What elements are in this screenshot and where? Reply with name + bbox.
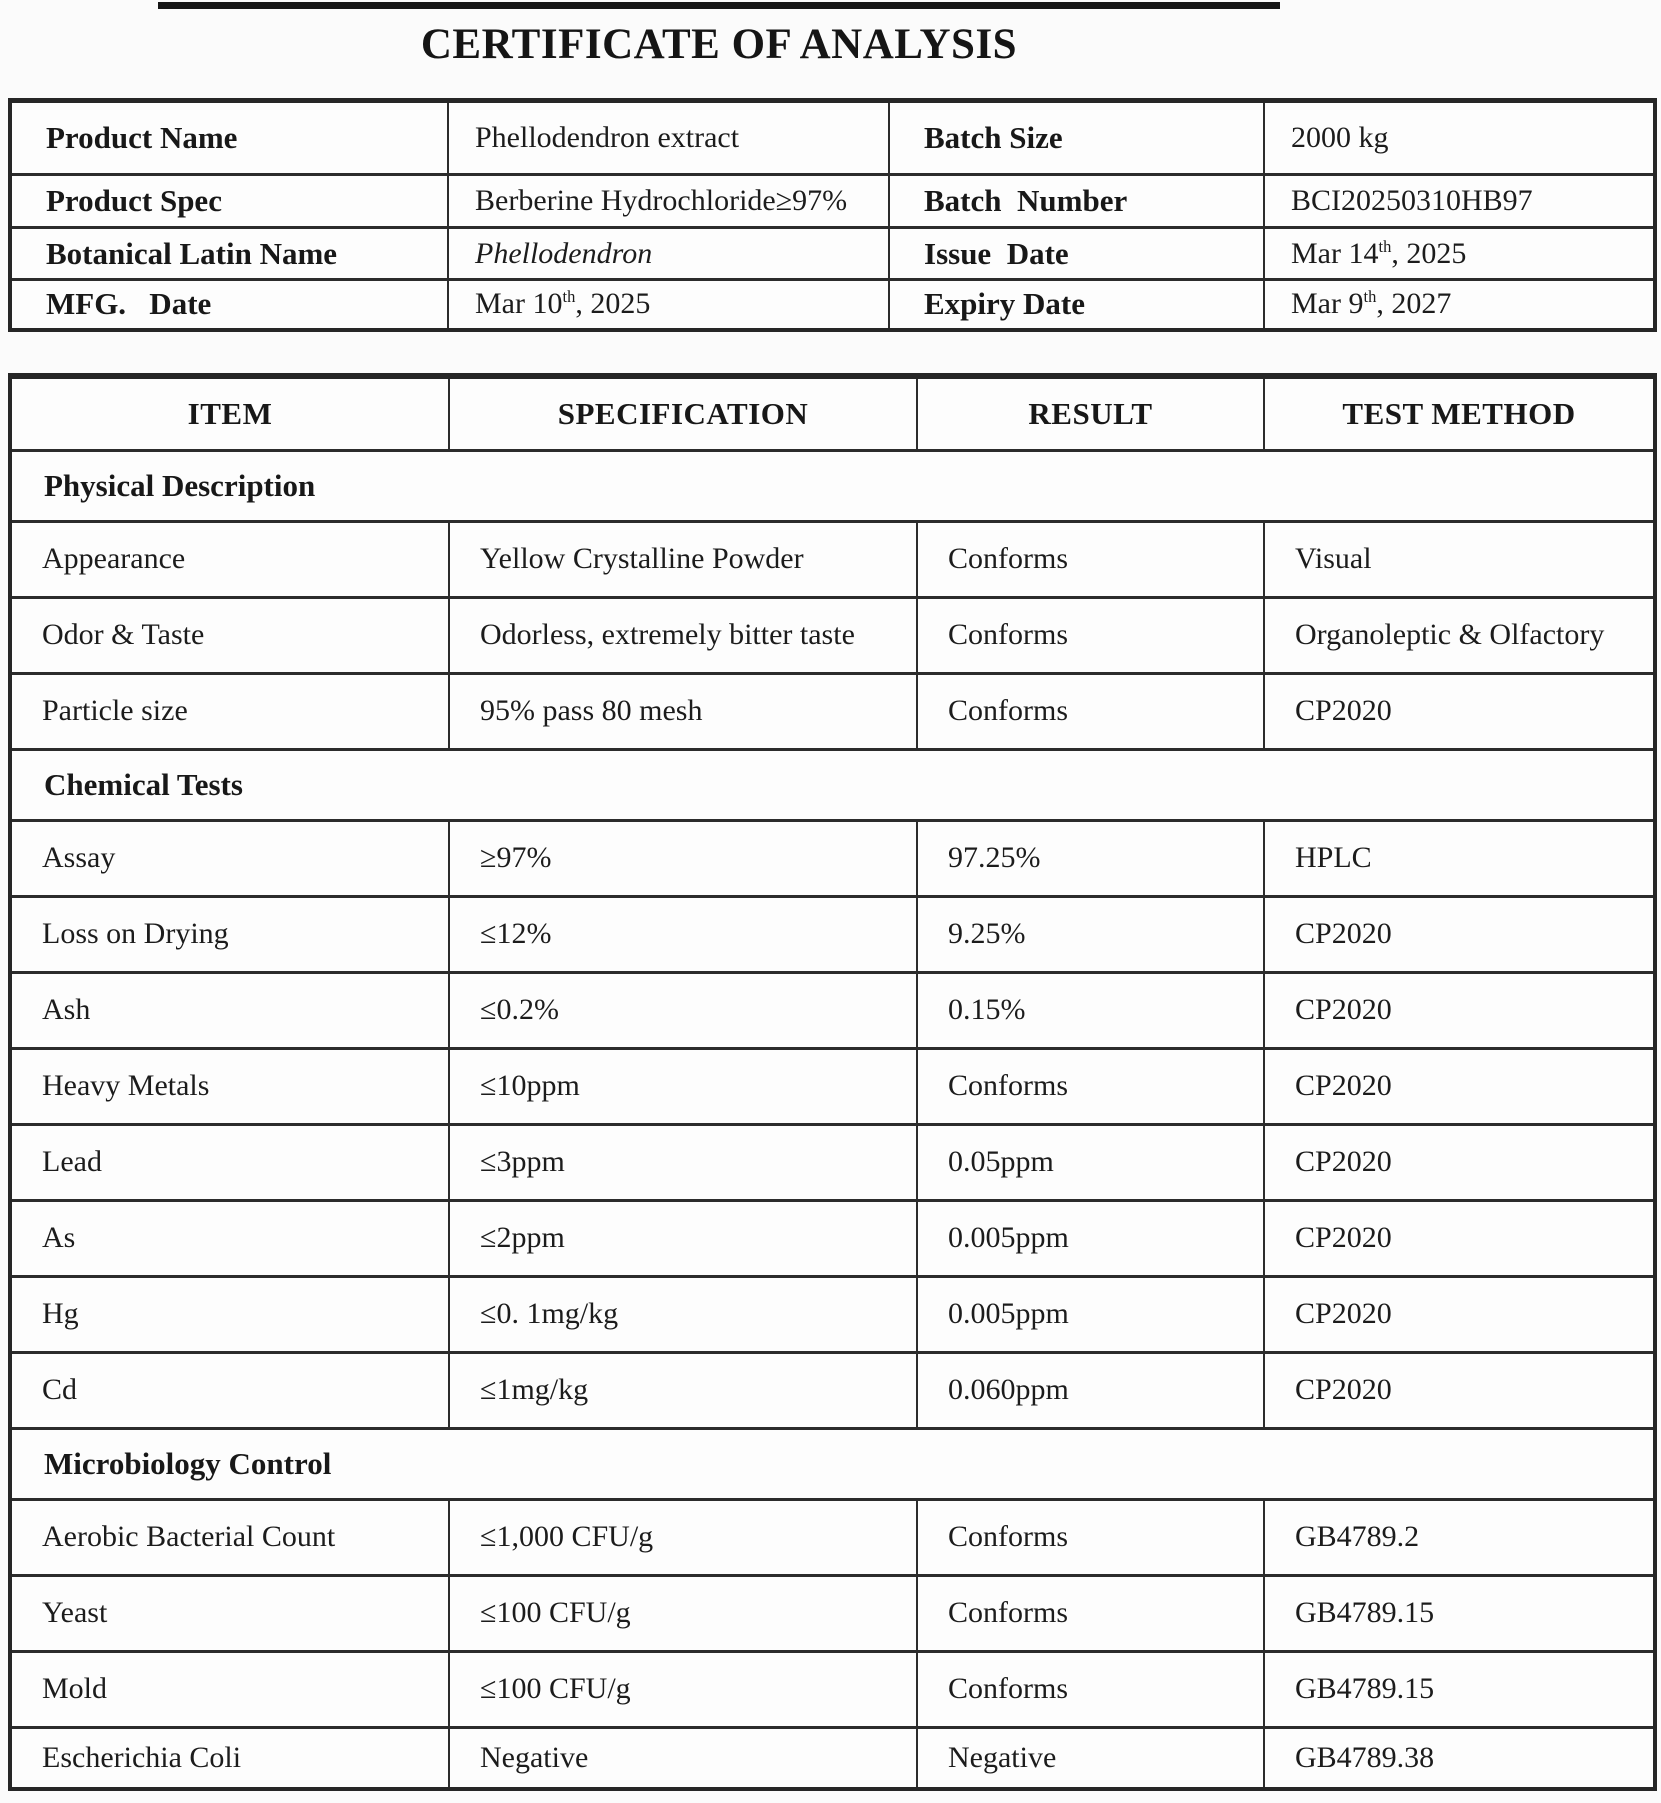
cell-test-method: GB4789.15	[1264, 1651, 1655, 1727]
cell-specification: ≤100 CFU/g	[449, 1575, 917, 1651]
info-row	[10, 101, 1655, 175]
cell-specification: 95% pass 80 mesh	[449, 673, 917, 749]
section-row	[10, 1428, 1655, 1499]
date-part: , 2025	[1391, 236, 1467, 270]
cell-item: Odor & Taste	[10, 597, 449, 673]
cell-specification: ≤10ppm	[449, 1048, 917, 1124]
cell-result: 9.25%	[917, 896, 1264, 972]
cell-item: Particle size	[10, 673, 449, 749]
cell-item: Cd	[10, 1352, 449, 1428]
cell-item: Mold	[10, 1651, 449, 1727]
cell-specification: ≤1mg/kg	[449, 1352, 917, 1428]
cell-test-method: CP2020	[1264, 1124, 1655, 1200]
cell-specification: Odorless, extremely bitter taste	[449, 597, 917, 673]
column-header-test-method: TEST METHOD	[1264, 376, 1655, 450]
table-row	[10, 1276, 1655, 1352]
cell-specification: ≤0. 1mg/kg	[449, 1276, 917, 1352]
table-row	[10, 673, 1655, 749]
cell-test-method: GB4789.15	[1264, 1575, 1655, 1651]
table-row	[10, 896, 1655, 972]
info-row	[10, 280, 1655, 330]
cell-test-method: Visual	[1264, 521, 1655, 597]
cell-item: Heavy Metals	[10, 1048, 449, 1124]
cell-result: 0.15%	[917, 972, 1264, 1048]
cell-result: Conforms	[917, 673, 1264, 749]
cell-test-method: CP2020	[1264, 1276, 1655, 1352]
table-row	[10, 521, 1655, 597]
table-row	[10, 1727, 1655, 1789]
cell-item: Loss on Drying	[10, 896, 449, 972]
analysis-table	[8, 373, 1657, 1791]
cell-specification: ≤0.2%	[449, 972, 917, 1048]
info-value: Phellodendron	[448, 228, 889, 280]
date-ordinal-suffix: th	[1363, 287, 1377, 307]
info-label: Botanical Latin Name	[10, 228, 448, 280]
info-row	[10, 228, 1655, 280]
cell-test-method: CP2020	[1264, 1048, 1655, 1124]
cell-test-method: CP2020	[1264, 1200, 1655, 1276]
cell-result: 0.005ppm	[917, 1276, 1264, 1352]
cell-result: Conforms	[917, 1575, 1264, 1651]
info-label: MFG. Date	[10, 280, 448, 330]
info-label: Product Name	[10, 101, 448, 175]
table-row	[10, 1200, 1655, 1276]
cell-test-method: CP2020	[1264, 673, 1655, 749]
cell-test-method: GB4789.2	[1264, 1499, 1655, 1575]
section-header: Microbiology Control	[10, 1428, 1655, 1499]
cell-result: 97.25%	[917, 820, 1264, 896]
info-value: Berberine Hydrochloride≥97%	[448, 175, 889, 228]
cell-result: 0.060ppm	[917, 1352, 1264, 1428]
table-row	[10, 820, 1655, 896]
section-header: Physical Description	[10, 450, 1655, 521]
cell-test-method: GB4789.38	[1264, 1727, 1655, 1789]
page-title: CERTIFICATE OF ANALYSIS	[420, 21, 1018, 68]
info-value: 2000 kg	[1264, 101, 1655, 175]
table-row	[10, 1124, 1655, 1200]
info-value	[1264, 280, 1655, 330]
date-ordinal-suffix: th	[562, 287, 576, 307]
info-value	[448, 280, 889, 330]
info-row	[10, 175, 1655, 228]
info-label: Expiry Date	[889, 280, 1264, 330]
cell-item: Appearance	[10, 521, 449, 597]
cell-specification: ≤1,000 CFU/g	[449, 1499, 917, 1575]
date-part: Mar 10	[475, 287, 563, 321]
date-part: Mar 14	[1291, 236, 1379, 270]
cell-result: Conforms	[917, 597, 1264, 673]
table-row	[10, 1352, 1655, 1428]
cell-result: Negative	[917, 1727, 1264, 1789]
cell-specification: Negative	[449, 1727, 917, 1789]
cell-test-method: Organoleptic & Olfactory	[1264, 597, 1655, 673]
cell-specification: ≤3ppm	[449, 1124, 917, 1200]
cell-result: 0.05ppm	[917, 1124, 1264, 1200]
cell-test-method: CP2020	[1264, 1352, 1655, 1428]
cell-item: Yeast	[10, 1575, 449, 1651]
info-value: Phellodendron extract	[448, 101, 889, 175]
cell-result: Conforms	[917, 1651, 1264, 1727]
cell-result: Conforms	[917, 1499, 1264, 1575]
cell-test-method: CP2020	[1264, 896, 1655, 972]
info-label: Batch Number	[889, 175, 1264, 228]
section-row	[10, 749, 1655, 820]
table-row	[10, 972, 1655, 1048]
date-ordinal-suffix: th	[1378, 236, 1392, 256]
cell-item: Aerobic Bacterial Count	[10, 1499, 449, 1575]
cell-specification: ≥97%	[449, 820, 917, 896]
table-row	[10, 1575, 1655, 1651]
cell-result: 0.005ppm	[917, 1200, 1264, 1276]
column-header-item: ITEM	[10, 376, 449, 450]
cell-specification: ≤100 CFU/g	[449, 1651, 917, 1727]
cell-specification: Yellow Crystalline Powder	[449, 521, 917, 597]
date-part: , 2027	[1376, 287, 1452, 321]
date-part: Mar 9	[1291, 287, 1364, 321]
cell-test-method: CP2020	[1264, 972, 1655, 1048]
cell-item: As	[10, 1200, 449, 1276]
section-header: Chemical Tests	[10, 749, 1655, 820]
cell-item: Assay	[10, 820, 449, 896]
table-row	[10, 1499, 1655, 1575]
section-row	[10, 450, 1655, 521]
cell-specification: ≤2ppm	[449, 1200, 917, 1276]
table-row	[10, 1048, 1655, 1124]
product-info-table	[8, 98, 1657, 332]
cell-item: Hg	[10, 1276, 449, 1352]
column-header-result: RESULT	[917, 376, 1264, 450]
info-value	[1264, 228, 1655, 280]
column-header-specification: SPECIFICATION	[449, 376, 917, 450]
table-row	[10, 1651, 1655, 1727]
cell-test-method: HPLC	[1264, 820, 1655, 896]
date-part: , 2025	[575, 287, 651, 321]
info-label: Batch Size	[889, 101, 1264, 175]
title-rule	[158, 2, 1280, 9]
cell-result: Conforms	[917, 1048, 1264, 1124]
table-row	[10, 597, 1655, 673]
cell-specification: ≤12%	[449, 896, 917, 972]
column-header-row	[10, 376, 1655, 450]
cell-item: Lead	[10, 1124, 449, 1200]
cell-item: Escherichia Coli	[10, 1727, 449, 1789]
info-label: Issue Date	[889, 228, 1264, 280]
info-label: Product Spec	[10, 175, 448, 228]
info-value: BCI20250310HB97	[1264, 175, 1655, 228]
cell-item: Ash	[10, 972, 449, 1048]
cell-result: Conforms	[917, 521, 1264, 597]
